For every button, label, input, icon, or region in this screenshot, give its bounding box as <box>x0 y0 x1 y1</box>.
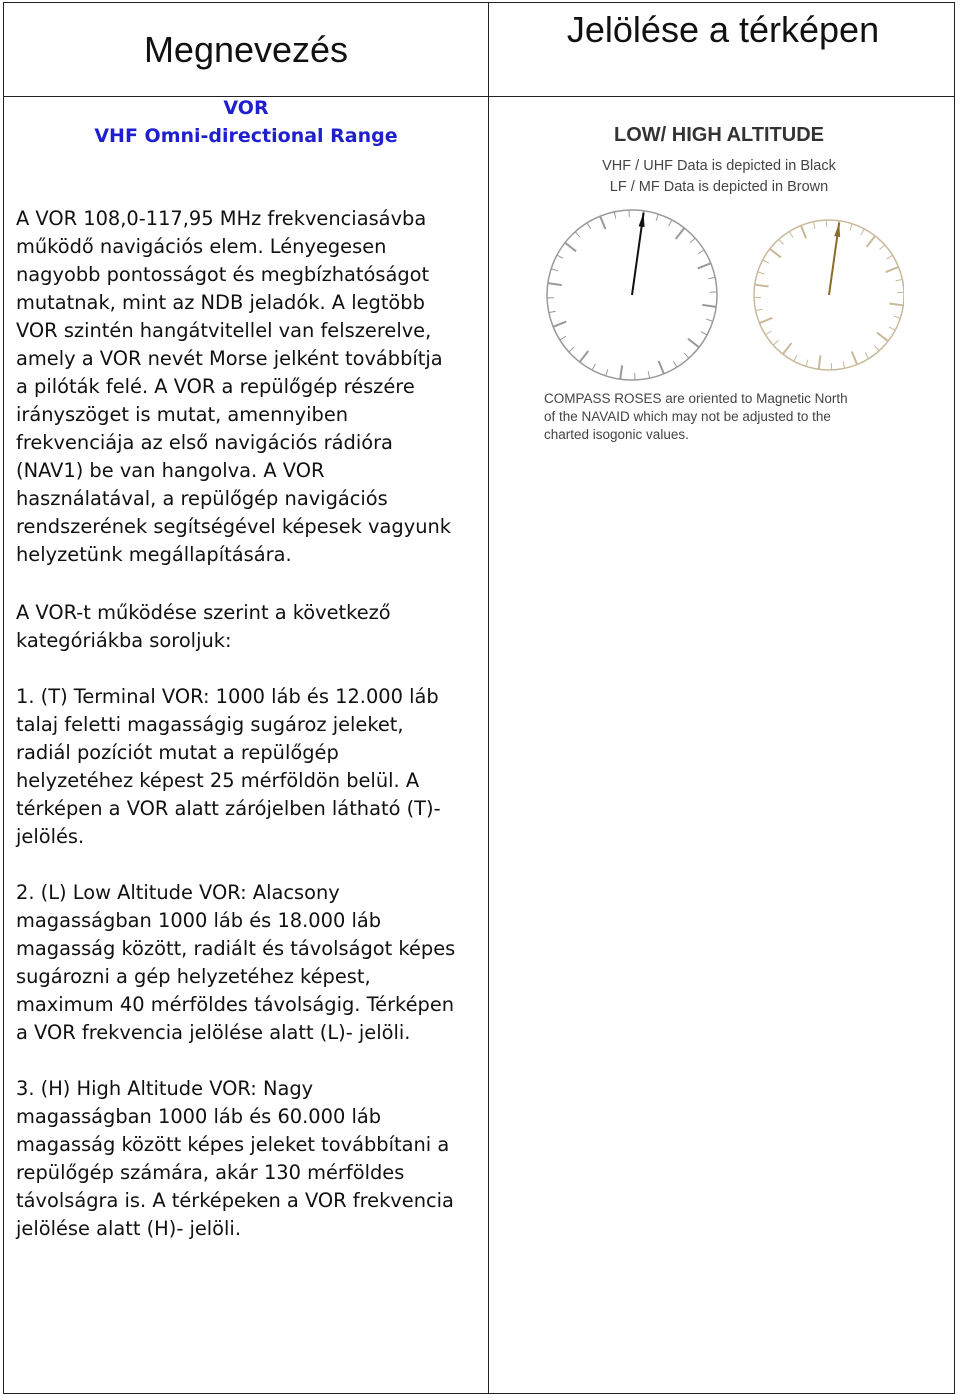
paragraph-2 <box>16 599 484 655</box>
black-compass-rose <box>547 210 717 380</box>
text-line: használatával, a repülőgép navigációs <box>16 487 388 510</box>
text-line: működő navigációs elem. Lényegesen <box>16 235 387 258</box>
text-line: repülőgép számára, akár 130 mérföldes <box>16 1161 405 1184</box>
text-line: magasságban 1000 láb és 60.000 láb <box>16 1105 382 1128</box>
text-line: távolságra is. A térképeken a VOR frekvencia <box>16 1189 454 1212</box>
figure-caption-3: charted isogonic values. <box>544 427 689 442</box>
text-line: helyzetünk megállapítására. <box>16 543 292 566</box>
text-line: térképen a VOR alatt zárójelben látható (T)- <box>16 797 441 820</box>
header-map-marking: Jelölése a térképen <box>566 9 880 50</box>
paragraph-4 <box>16 879 484 1047</box>
header-name: Megnevezés <box>143 29 349 70</box>
text-line: A VOR 108,0-117,95 MHz frekvenciasávba <box>16 207 427 230</box>
text-line: magasságban 1000 láb és 18.000 láb <box>16 909 382 932</box>
paragraph-5 <box>16 1075 484 1243</box>
figure-heading: LOW/ HIGH ALTITUDE <box>614 124 824 146</box>
figure-caption-1: COMPASS ROSES are oriented to Magnetic North <box>544 391 848 406</box>
text-line: sugározni a gép helyzetéhez képest, <box>16 965 371 988</box>
text-line: mutatnak, mint az NDB jeladók. A legtöbb <box>16 291 425 314</box>
text-line: maximum 40 mérföldes távolságig. Térképen <box>16 993 455 1016</box>
text-line: irányszöget is mutat, amennyiben <box>16 403 349 426</box>
text-line: rendszerének segítségével képesek vagyunk <box>16 515 452 538</box>
text-line: (NAV1) be van hangolva. A VOR <box>16 459 325 482</box>
brown-compass-rose <box>754 220 904 370</box>
paragraph-1 <box>16 205 484 569</box>
text-line: 1. (T) Terminal VOR: 1000 láb és 12.000 láb <box>16 685 439 708</box>
text-line: radiál pozíciót mutat a repülőgép <box>16 741 339 764</box>
figure-line-1: VHF / UHF Data is depicted in Black <box>602 158 836 174</box>
text-line: VOR szintén hangátvitellel van felszerelve, <box>16 319 432 342</box>
paragraph-3 <box>16 683 484 851</box>
text-line: A VOR-t működése szerint a következő <box>16 601 391 624</box>
text-line: talaj feletti magasságig sugároz jeleket, <box>16 713 404 736</box>
text-line: a VOR frekvencia jelölése alatt (L)- jelöli. <box>16 1021 411 1044</box>
text-line: magasság között, radiált és távolságot képes <box>16 937 456 960</box>
figure-caption-2: of the NAVAID which may not be adjusted to the <box>544 409 831 424</box>
compass-rose-figure <box>534 113 904 453</box>
text-line: jelölés. <box>16 825 85 848</box>
text-line: kategóriákba soroljuk: <box>16 629 232 652</box>
text-line: magasság között képes jeleket továbbítani a <box>16 1133 450 1156</box>
text-line: jelölése alatt (H)- jelöli. <box>16 1217 241 1240</box>
text-line: 3. (H) High Altitude VOR: Nagy <box>16 1077 314 1100</box>
text-line: frekvenciája az első navigációs rádióra <box>16 431 393 454</box>
vor-title: VOR <box>223 97 269 119</box>
document-table <box>3 2 955 1394</box>
text-line: 2. (L) Low Altitude VOR: Alacsony <box>16 881 340 904</box>
text-line: amely a VOR nevét Morse jelként továbbítja <box>16 347 443 370</box>
column-divider <box>488 3 489 1393</box>
figure-line-2: LF / MF Data is depicted in Brown <box>609 179 829 195</box>
text-line: helyzetéhez képest 25 mérföldön belül. A <box>16 769 420 792</box>
text-line: nagyobb pontosságot és megbízhatóságot <box>16 263 430 286</box>
vor-subtitle: VHF Omni-directional Range <box>94 125 398 147</box>
text-line: a pilóták felé. A VOR a repülőgép részére <box>16 375 415 398</box>
